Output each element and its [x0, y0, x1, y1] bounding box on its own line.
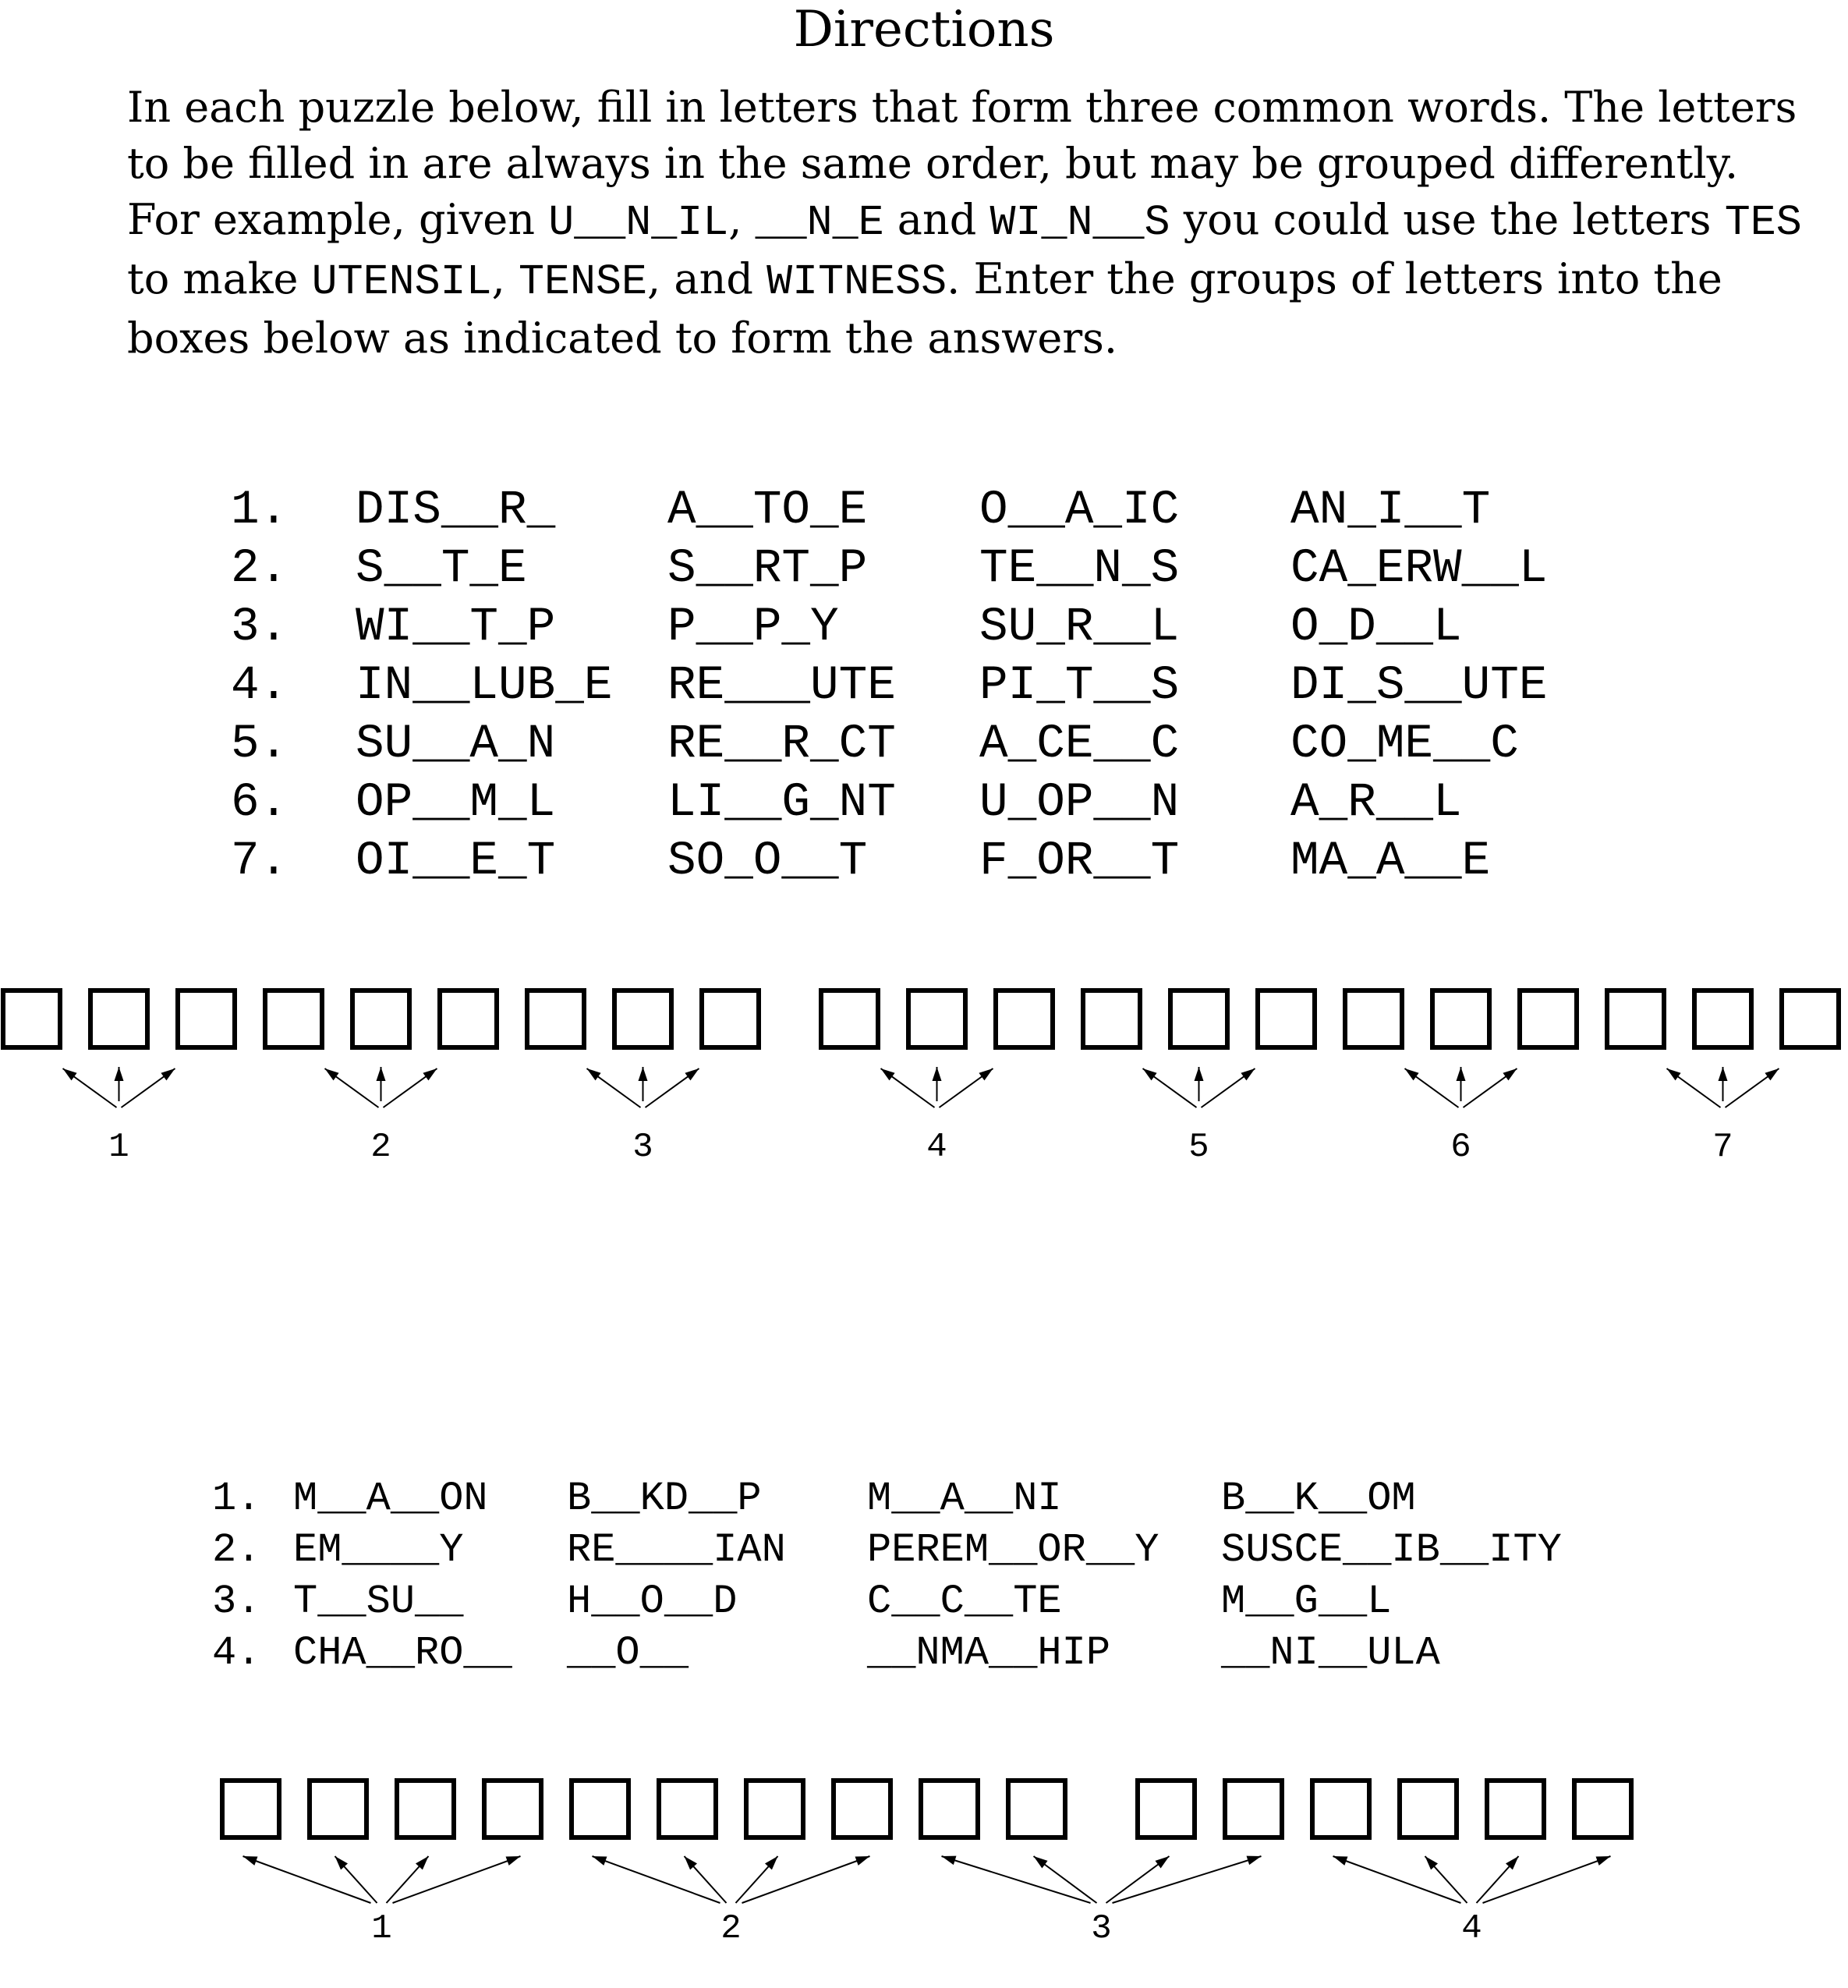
clue: OI__E_T — [356, 835, 556, 888]
answer-box[interactable] — [921, 1781, 978, 1837]
row-number: 4. — [212, 1630, 261, 1676]
answer-box[interactable] — [659, 1781, 716, 1837]
clue: U_OP__N — [979, 776, 1180, 830]
answer-box[interactable] — [1258, 990, 1315, 1047]
arrow-head-icon — [1241, 1068, 1255, 1080]
answer-box[interactable] — [1225, 1781, 1282, 1837]
intro-text-2: , — [728, 195, 756, 244]
arrow-head-icon — [1195, 1067, 1204, 1081]
clue: __NMA__HIP — [867, 1630, 1111, 1676]
arrow-head-icon — [855, 1856, 870, 1866]
group-label: 3 — [1091, 1909, 1112, 1940]
row-number: 6. — [231, 776, 289, 830]
answer-box[interactable] — [352, 990, 409, 1047]
clue: F_OR__T — [979, 835, 1180, 888]
answer-box[interactable] — [908, 990, 965, 1047]
arrow-head-icon — [881, 1068, 895, 1080]
answer-box[interactable] — [484, 1781, 541, 1837]
clue: H__O__D — [567, 1579, 738, 1625]
group-label: 1 — [108, 1128, 129, 1167]
row-number: 4. — [231, 659, 289, 713]
clue: LI__G_NT — [667, 776, 896, 830]
example-clue-1: U__N_IL — [548, 198, 729, 247]
answer-box[interactable] — [996, 990, 1053, 1047]
arrow-head-icon — [587, 1068, 601, 1080]
clue: S__T_E — [356, 542, 527, 596]
answer-box[interactable] — [90, 990, 147, 1047]
arrow-head-icon — [1155, 1856, 1169, 1869]
arrow-head-icon — [63, 1068, 77, 1080]
answer-box[interactable] — [527, 990, 584, 1047]
row-number: 7. — [231, 835, 289, 888]
clue: WI__T_P — [356, 601, 556, 654]
answer-box[interactable] — [222, 1781, 279, 1837]
arrow-head-icon — [1034, 1856, 1048, 1869]
arrow-head-icon — [593, 1856, 607, 1866]
arrow-head-icon — [979, 1068, 993, 1080]
clue: S__RT_P — [667, 542, 868, 596]
clue: __NI__ULA — [1221, 1630, 1440, 1676]
group-label: 4 — [926, 1128, 947, 1167]
clue: CA_ERW__L — [1290, 542, 1548, 596]
answer-box[interactable] — [1694, 990, 1751, 1047]
clue: RE__R_CT — [667, 718, 896, 771]
arrow-head-icon — [423, 1068, 437, 1080]
answer-box[interactable] — [310, 1781, 366, 1837]
clue: RE___UTE — [667, 659, 896, 713]
clue: A_R__L — [1290, 776, 1462, 830]
arrow-head-icon — [1143, 1068, 1157, 1080]
answer-box[interactable] — [1487, 1781, 1544, 1837]
clue: DI_S__UTE — [1290, 659, 1548, 713]
clue: EM____Y — [293, 1527, 464, 1573]
clue: RE____IAN — [567, 1527, 786, 1573]
arrow-head-icon — [115, 1067, 124, 1081]
clue: PI_T__S — [979, 659, 1180, 713]
example-clue-3: WI_N__S — [989, 198, 1170, 247]
group-label: 7 — [1712, 1128, 1733, 1167]
group-label: 1 — [371, 1909, 392, 1940]
answer-box[interactable] — [1083, 990, 1140, 1047]
arrow-head-icon — [1333, 1856, 1348, 1866]
arrow-head-icon — [685, 1068, 699, 1080]
arrow-head-icon — [1765, 1068, 1779, 1080]
arrow-head-icon — [639, 1067, 648, 1081]
intro-text-5: to make — [127, 254, 312, 303]
answer-box[interactable] — [1138, 1781, 1195, 1837]
clue: P__P_Y — [667, 601, 839, 654]
intro-text-8: . Enter the groups of letters into the boxes below as indicated to form the answers. — [127, 254, 1722, 363]
row-number: 1. — [212, 1476, 261, 1522]
arrow-line — [1483, 1856, 1611, 1903]
answer-box[interactable] — [1607, 990, 1664, 1047]
clue: O__A_IC — [979, 484, 1180, 537]
clue: SU_R__L — [979, 601, 1180, 654]
clue: DIS__R_ — [356, 484, 556, 537]
example-letters: TES — [1724, 198, 1802, 247]
answer-box[interactable] — [397, 1781, 454, 1837]
answer-box[interactable] — [1312, 1781, 1369, 1837]
arrow-head-icon — [506, 1856, 521, 1866]
intro-text-6: , — [491, 254, 519, 303]
group-label: 5 — [1188, 1128, 1209, 1167]
clue: O_D__L — [1290, 601, 1462, 654]
clue: B__KD__P — [567, 1476, 762, 1522]
clue: CO_ME__C — [1290, 718, 1519, 771]
answer-box[interactable] — [1520, 990, 1577, 1047]
arrow-head-icon — [1503, 1068, 1517, 1080]
answer-box[interactable] — [1345, 990, 1402, 1047]
row-number: 3. — [212, 1579, 261, 1625]
arrow-head-icon — [1247, 1856, 1262, 1865]
arrow-head-icon — [1405, 1068, 1419, 1080]
example-answer-2: TENSE — [519, 257, 648, 307]
clue: MA_A__E — [1290, 835, 1491, 888]
answer-box[interactable] — [834, 1781, 890, 1837]
answer-box[interactable] — [178, 990, 235, 1047]
answer-box[interactable] — [702, 990, 759, 1047]
clue: __O__ — [567, 1630, 689, 1676]
answer-box[interactable] — [1574, 1781, 1631, 1837]
clue: IN__LUB_E — [356, 659, 613, 713]
intro-text-7: , and — [647, 254, 767, 303]
clue: CHA__RO__ — [293, 1630, 512, 1676]
clue: T__SU__ — [293, 1579, 464, 1625]
answer-box[interactable] — [3, 990, 60, 1047]
arrow-head-icon — [161, 1068, 175, 1080]
answer-box[interactable] — [1170, 990, 1227, 1047]
directions-title: Directions — [793, 1, 1055, 58]
clue: SU__A_N — [356, 718, 556, 771]
group-label: 2 — [720, 1909, 742, 1940]
clue: C__C__TE — [867, 1579, 1062, 1625]
intro-text-4: you could use the letters — [1170, 195, 1725, 244]
clue: M__A__NI — [867, 1476, 1062, 1522]
example-answer-1: UTENSIL — [311, 257, 492, 307]
example-answer-3: WITNESS — [766, 257, 947, 307]
answer-box[interactable] — [1008, 1781, 1065, 1837]
answer-box[interactable] — [746, 1781, 803, 1837]
row-number: 1. — [231, 484, 289, 537]
clue: PEREM__OR__Y — [867, 1527, 1159, 1573]
group-label: 4 — [1461, 1909, 1482, 1940]
arrow-head-icon — [243, 1856, 258, 1866]
clue: M__A__ON — [293, 1476, 488, 1522]
answer-box[interactable] — [821, 990, 878, 1047]
answer-box[interactable] — [572, 1781, 628, 1837]
answer-box[interactable] — [265, 990, 322, 1047]
arrow-head-icon — [933, 1067, 942, 1081]
clue: TE__N_S — [979, 542, 1180, 596]
arrow-head-icon — [1596, 1856, 1611, 1866]
arrow-head-icon — [942, 1856, 957, 1865]
answer-box[interactable] — [440, 990, 497, 1047]
intro-text-1: In each puzzle below, fill in letters that form three common words. The letters to be filled in are always in the same order, but may be grouped differently. For example, given — [127, 83, 1797, 244]
arrow-line — [942, 1856, 1091, 1903]
clue: AN_I__T — [1290, 484, 1491, 537]
arrow-head-icon — [1667, 1068, 1681, 1080]
clue: SUSCE__IB__ITY — [1221, 1527, 1562, 1573]
arrow-line — [1113, 1856, 1262, 1903]
clue: B__K__OM — [1221, 1476, 1416, 1522]
clue: A_CE__C — [979, 718, 1180, 771]
row-number: 3. — [231, 601, 289, 654]
arrow-head-icon — [377, 1067, 386, 1081]
arrow-line — [1333, 1856, 1461, 1903]
group-label: 6 — [1450, 1128, 1471, 1167]
clue: SO_O__T — [667, 835, 868, 888]
answer-box[interactable] — [1400, 1781, 1457, 1837]
row-number: 2. — [212, 1527, 261, 1573]
arrow-line — [593, 1856, 720, 1903]
clue: A__TO_E — [667, 484, 868, 537]
clue: M__G__L — [1221, 1579, 1392, 1625]
answer-box[interactable] — [614, 990, 671, 1047]
row-number: 5. — [231, 718, 289, 771]
arrow-line — [742, 1856, 870, 1903]
arrow-line — [243, 1856, 371, 1903]
answer-box[interactable] — [1782, 990, 1839, 1047]
clue: OP__M_L — [356, 776, 556, 830]
arrow-line — [393, 1856, 521, 1903]
row-number: 2. — [231, 542, 289, 596]
arrow-head-icon — [1719, 1067, 1728, 1081]
example-clue-2: __N_E — [755, 198, 884, 247]
group-label: 2 — [370, 1128, 391, 1167]
group-label: 3 — [632, 1128, 653, 1167]
arrow-head-icon — [325, 1068, 339, 1080]
arrow-head-icon — [1457, 1067, 1466, 1081]
intro-text-3: and — [883, 195, 990, 244]
answer-box[interactable] — [1432, 990, 1489, 1047]
